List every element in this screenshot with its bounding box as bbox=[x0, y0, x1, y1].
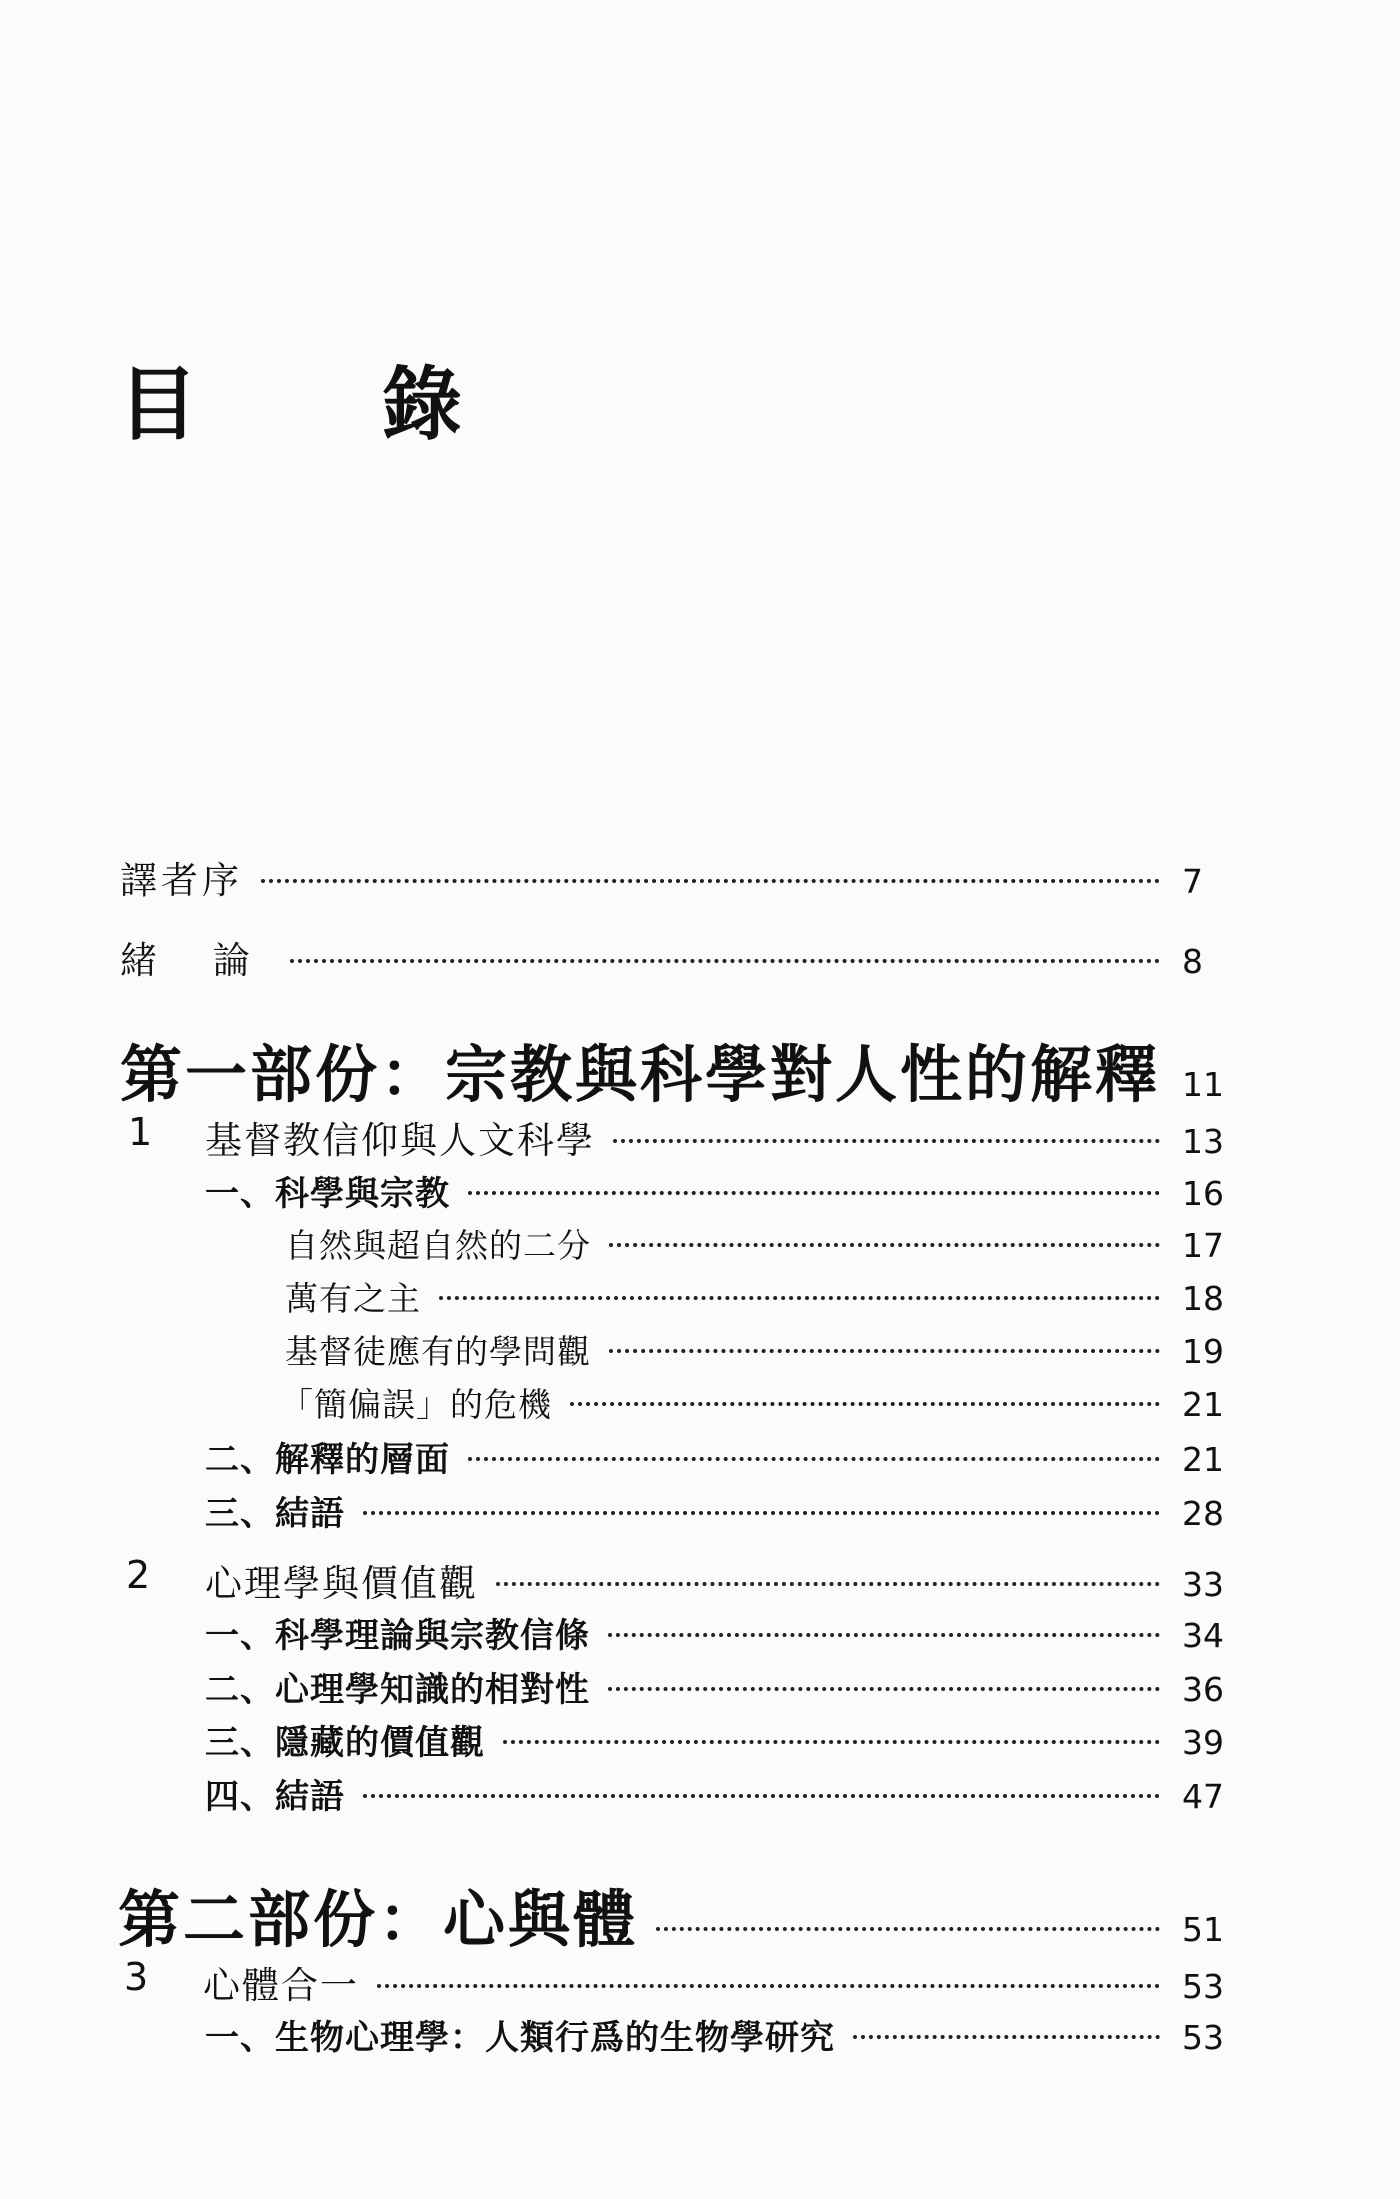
dot-leader bbox=[609, 1243, 1160, 1247]
toc-entry-label: 「簡偏誤」的危機 bbox=[280, 1385, 552, 1424]
page-number: 7 bbox=[1182, 862, 1203, 901]
toc-entry-label: 三、結語 bbox=[205, 1494, 345, 1534]
toc-entry-label: 心體合一 bbox=[203, 1964, 359, 2007]
toc-entry-label: 基督徒應有的學問觀 bbox=[285, 1332, 591, 1371]
toc-section[interactable] bbox=[0, 1486, 1400, 1535]
part-title: 第一部份：宗教與科學對人性的解釋 bbox=[120, 1038, 1161, 1111]
toc-subsection[interactable] bbox=[0, 1220, 1400, 1267]
page-number: 8 bbox=[1182, 942, 1203, 981]
page-number: 19 bbox=[1182, 1332, 1224, 1371]
page-number: 51 bbox=[1182, 1910, 1224, 1949]
page-number: 53 bbox=[1182, 1967, 1224, 2006]
dot-leader bbox=[570, 1402, 1160, 1406]
toc-entry-label: 一、科學理論與宗教信條 bbox=[205, 1616, 590, 1656]
page-number: 47 bbox=[1182, 1777, 1224, 1816]
toc-entry-label: 一、生物心理學：人類行爲的生物學研究 bbox=[205, 2018, 835, 2058]
toc-entry-label: 一、科學與宗教 bbox=[205, 1174, 450, 1214]
toc-subsection[interactable] bbox=[0, 1273, 1400, 1320]
page-title: 目 錄 bbox=[118, 358, 540, 451]
toc-part-1[interactable] bbox=[0, 1025, 1400, 1114]
dot-leader bbox=[363, 1511, 1160, 1515]
toc-entry-translator-preface[interactable] bbox=[0, 850, 1400, 904]
toc-entry-label: 譯者序 bbox=[120, 859, 243, 902]
toc-section[interactable] bbox=[0, 2010, 1400, 2059]
toc-entry-label: 自然與超自然的二分 bbox=[285, 1226, 591, 1265]
dot-leader bbox=[468, 1457, 1160, 1461]
dot-leader bbox=[613, 1139, 1160, 1143]
dot-leader bbox=[853, 2035, 1160, 2039]
toc-subsection[interactable] bbox=[0, 1326, 1400, 1373]
dot-leader bbox=[468, 1191, 1160, 1195]
dot-leader bbox=[363, 1794, 1160, 1798]
page-number: 34 bbox=[1182, 1616, 1224, 1655]
toc-section[interactable] bbox=[0, 1166, 1400, 1215]
toc-entry-label: 二、解釋的層面 bbox=[205, 1440, 450, 1480]
page-number: 21 bbox=[1182, 1385, 1224, 1424]
page-number: 39 bbox=[1182, 1723, 1224, 1762]
toc-entry-label: 三、隱藏的價值觀 bbox=[205, 1723, 485, 1763]
dot-leader bbox=[261, 879, 1160, 883]
dot-leader bbox=[656, 1927, 1160, 1931]
toc-section[interactable] bbox=[0, 1769, 1400, 1818]
toc-section[interactable] bbox=[0, 1432, 1400, 1481]
page-number: 17 bbox=[1182, 1226, 1224, 1265]
chapter-number: 1 bbox=[128, 1110, 153, 1154]
dot-leader bbox=[377, 1984, 1160, 1988]
toc-entry-label: 四、結語 bbox=[205, 1777, 345, 1817]
dot-leader bbox=[608, 1687, 1160, 1691]
toc-section[interactable] bbox=[0, 1608, 1400, 1657]
page-number: 21 bbox=[1182, 1440, 1224, 1479]
toc-entry-introduction[interactable] bbox=[0, 930, 1400, 984]
page-number: 53 bbox=[1182, 2018, 1224, 2057]
dot-leader bbox=[439, 1296, 1160, 1300]
page-number: 13 bbox=[1182, 1122, 1224, 1161]
toc-entry-label: 二、心理學知識的相對性 bbox=[205, 1670, 590, 1710]
dot-leader bbox=[503, 1740, 1160, 1744]
part-title: 第二部份：心與體 bbox=[118, 1883, 639, 1956]
dot-leader bbox=[608, 1633, 1160, 1637]
page-number: 18 bbox=[1182, 1279, 1224, 1318]
dot-leader bbox=[609, 1349, 1160, 1353]
chapter-number: 3 bbox=[124, 1955, 149, 1999]
toc-chapter-1[interactable] bbox=[0, 1110, 1400, 1164]
toc-subsection[interactable] bbox=[0, 1379, 1400, 1426]
toc-part-2[interactable] bbox=[0, 1870, 1400, 1959]
toc-chapter-3[interactable] bbox=[0, 1955, 1400, 2009]
toc-entry-label: 心理學與價值觀 bbox=[205, 1562, 478, 1605]
page-number: 33 bbox=[1182, 1565, 1224, 1604]
dot-leader bbox=[290, 959, 1160, 963]
page-number: 11 bbox=[1182, 1065, 1224, 1104]
toc-entry-label: 緒 論 bbox=[120, 939, 272, 982]
page-number: 16 bbox=[1182, 1174, 1224, 1213]
toc-entry-label: 萬有之主 bbox=[285, 1279, 421, 1318]
toc-entry-label: 基督教信仰與人文科學 bbox=[205, 1119, 595, 1162]
dot-leader bbox=[496, 1582, 1160, 1586]
toc-chapter-2[interactable] bbox=[0, 1553, 1400, 1607]
chapter-number: 2 bbox=[126, 1553, 151, 1597]
toc-section[interactable] bbox=[0, 1662, 1400, 1711]
page-number: 28 bbox=[1182, 1494, 1224, 1533]
toc-section[interactable] bbox=[0, 1715, 1400, 1764]
page-number: 36 bbox=[1182, 1670, 1224, 1709]
